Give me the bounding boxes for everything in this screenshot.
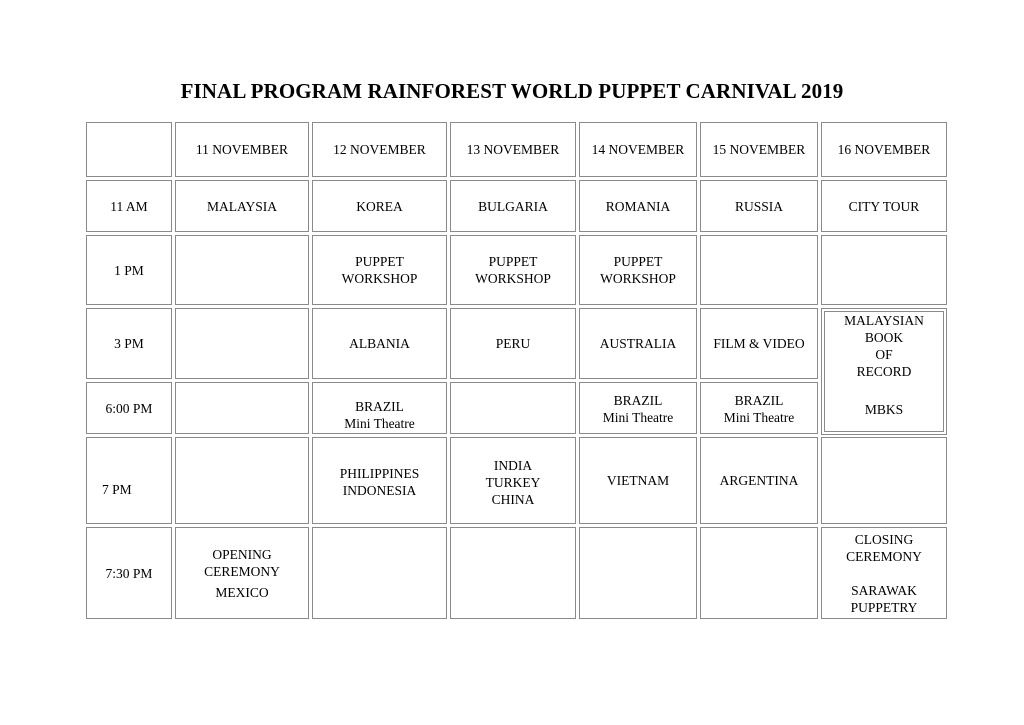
cell-text: OPENING — [212, 546, 272, 562]
cell-text: PERU — [495, 336, 531, 351]
cell-text: BRAZIL — [355, 399, 404, 414]
cell-text: ARGENTINA — [719, 473, 799, 488]
cell-7pm-13nov — [450, 437, 576, 524]
cell-text: PUPPET — [613, 254, 663, 269]
cell-6pm-15nov — [700, 382, 818, 434]
cell-1pm-12nov — [312, 235, 447, 305]
cell-11am-12nov: KOREA — [312, 180, 447, 232]
time-7pm — [86, 437, 172, 524]
cell-11am-11nov: MALAYSIA — [175, 180, 309, 232]
time-6pm: 6:00 PM — [86, 382, 172, 434]
cell-text: CEREMONY — [204, 563, 280, 579]
cell-3pm-6pm-16nov — [824, 311, 944, 432]
cell-3pm-15nov — [700, 308, 818, 379]
cell-text: TURKEY — [485, 475, 541, 490]
page-title: FINAL PROGRAM RAINFOREST WORLD PUPPET CARNIVAL 2019 — [180, 79, 844, 103]
cell-text: WORKSHOP — [600, 271, 676, 286]
cell-text: INDONESIA — [342, 483, 417, 498]
cell-730pm-15nov — [700, 527, 818, 619]
time-3pm: 3 PM — [86, 308, 172, 379]
cell-6pm-13nov — [450, 382, 576, 434]
cell-text: ALBANIA — [349, 336, 410, 351]
day-header-14: 14 NOVEMBER — [579, 122, 697, 177]
cell-6pm-14nov — [579, 382, 697, 434]
cell-7pm-16nov — [821, 437, 947, 524]
day-header-15: 15 NOVEMBER — [700, 122, 818, 177]
cell-text: OF — [875, 347, 893, 362]
day-header-12: 12 NOVEMBER — [312, 122, 447, 177]
cell-730pm-14nov — [579, 527, 697, 619]
cell-1pm-15nov — [700, 235, 818, 305]
cell-730pm-16nov — [821, 527, 947, 619]
cell-text: MBKS — [864, 402, 904, 417]
cell-text: SARAWAK — [851, 582, 917, 598]
cell-text: CLOSING — [854, 531, 914, 547]
cell-text: INDIA — [493, 458, 533, 473]
cell-text: Mini Theatre — [602, 410, 674, 425]
cell-text: AUSTRALIA — [599, 336, 677, 351]
day-header-11: 11 NOVEMBER — [175, 122, 309, 177]
cell-6pm-12nov — [312, 382, 447, 434]
cell-text: RECORD — [856, 364, 912, 379]
cell-text: Mini Theatre — [723, 410, 795, 425]
cell-text: CEREMONY — [846, 548, 922, 564]
cell-1pm-11nov — [175, 235, 309, 305]
cell-7pm-15nov — [700, 437, 818, 524]
cell-730pm-12nov — [312, 527, 447, 619]
cell-1pm-16nov — [821, 235, 947, 305]
cell-3pm-13nov — [450, 308, 576, 379]
cell-text: BOOK — [864, 330, 904, 345]
cell-3pm-14nov — [579, 308, 697, 379]
cell-text: PHILIPPINES — [339, 466, 420, 481]
cell-text: PUPPET — [488, 254, 538, 269]
cell-text: FILM & VIDEO — [713, 336, 805, 351]
time-730pm: 7:30 PM — [86, 527, 172, 619]
time-11am: 11 AM — [86, 180, 172, 232]
cell-3pm-11nov — [175, 308, 309, 379]
cell-text: BRAZIL — [734, 393, 784, 408]
cell-11am-14nov: ROMANIA — [579, 180, 697, 232]
corner-cell — [86, 122, 172, 177]
cell-1pm-13nov — [450, 235, 576, 305]
cell-text: PUPPET — [355, 254, 404, 269]
cell-text: MEXICO — [215, 584, 269, 600]
cell-text: MALAYSIAN — [844, 313, 924, 328]
cell-text: PUPPETRY — [850, 599, 918, 615]
time-1pm: 1 PM — [86, 235, 172, 305]
cell-730pm-13nov — [450, 527, 576, 619]
cell-6pm-11nov — [175, 382, 309, 434]
cell-1pm-14nov — [579, 235, 697, 305]
cell-text: VIETNAM — [606, 473, 670, 488]
cell-7pm-12nov — [312, 437, 447, 524]
cell-11am-16nov: CITY TOUR — [821, 180, 947, 232]
cell-7pm-11nov — [175, 437, 309, 524]
cell-text: BRAZIL — [613, 393, 663, 408]
cell-11am-15nov: RUSSIA — [700, 180, 818, 232]
cell-text: WORKSHOP — [341, 271, 418, 286]
day-header-13: 13 NOVEMBER — [450, 122, 576, 177]
cell-text: Mini Theatre — [344, 416, 415, 431]
cell-3pm-12nov — [312, 308, 447, 379]
cell-11am-13nov: BULGARIA — [450, 180, 576, 232]
cell-text: CHINA — [491, 492, 535, 507]
cell-text: WORKSHOP — [475, 271, 551, 286]
cell-7pm-14nov — [579, 437, 697, 524]
cell-text: 7 PM — [102, 482, 132, 497]
day-header-16: 16 NOVEMBER — [821, 122, 947, 177]
cell-730pm-11nov — [175, 527, 309, 619]
